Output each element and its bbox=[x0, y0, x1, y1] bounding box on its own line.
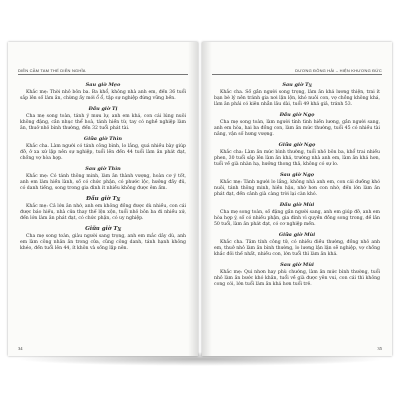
section-heading: Giữa giờ Tỵ bbox=[85, 226, 121, 232]
section-heading: Giữa giờ Thìn bbox=[83, 136, 123, 142]
section-heading: Giữa giờ Mùi bbox=[278, 232, 316, 238]
section-heading: Đầu giờ Tỵ bbox=[86, 196, 120, 202]
body-paragraph: Khắc mẹ: Có tánh thông minh, làm ăn thành vượng, hoàn cơ ý tốt, anh em làm hiền lành, số có chức phận, có phước lộc, hưởng đầy đủ, có danh tiếng, song trong gia đình ít nhiều không được êm ấm. bbox=[20, 174, 186, 191]
open-book bbox=[8, 42, 392, 362]
right-header-rule bbox=[212, 74, 382, 75]
body-paragraph: Cha mẹ song toàn, làm người tính tình hiền lương, gần người sang, anh em hòa, hai ba đồng con, làm ăn mức thường, tuổi 45 có nhiều tài năng, vận số hưng vượng. bbox=[214, 120, 380, 137]
body-paragraph: Khắc mẹ: Qui nhơn hay phù chướng, làm ăn mức bình thường, tuổi nhỏ làm ăn bước khó khăn, tuổi về già được yên vui, con cái thì không cong cói, lớn tuổi làm ăn khá hơn tuổi trẻ. bbox=[214, 270, 380, 287]
section-heading: Sau giờ Mùi bbox=[280, 262, 314, 268]
body-paragraph: Khắc cha. Làm người có tánh công bình, lo lắng, quá nhiều bày giúp đỡ, ở xa xứ lập nên sự nghiệp, tuổi lên đến 44 tuổi làm ăn phát đạt, chồng vợ hòa hợp. bbox=[20, 144, 186, 161]
body-paragraph: Khắc cha. Tâm tính công tử, có nhiều điều thường, đồng nhỏ anh em, thuở nhỏ làm ăn bình thường, lo lương lận lận sẽ nghiệp, vợ chồng khắc đôi thế nhất, nhiều con, lớn tuổi thì làm ăn khá. bbox=[214, 240, 380, 257]
section-heading: Sau giờ Ngọ bbox=[279, 172, 315, 178]
right-page-content bbox=[214, 78, 380, 342]
section-heading: Đầu giờ Ngọ bbox=[279, 112, 315, 118]
left-page bbox=[8, 42, 198, 356]
left-page-content bbox=[20, 78, 186, 342]
body-paragraph: Khắc cha. Số gần người song trọng, làm ăn khá lương thiện, trai ít bạn bè lý nên tránh gia nơi lận lộn, khó nuôi con, vợ chồng không khá, làm ăn phải có kiên nhẫn lâu dài, tuổi 49 khá giả, tránh 53. bbox=[214, 90, 380, 107]
body-paragraph: Cha mẹ song toàn, giàu người sang trọng, anh em mắc dây dù, anh em làm công nhân ăn trong cửa, cũng công danh, tánh hạnh không khéo, đến tuổi lên 44, ít khôn và sống lập nên. bbox=[20, 234, 186, 251]
body-paragraph: Khắc mẹ: Cả lớn ăn nhớ, anh em không đồng được dù nhiều, con cái được báo hiếu, nhà cửa thay thế lộn xộn, tuổi nhỏ bôn ba đi nhiều xứ, đến lớn làm ăn phát đạt, có chức phận, có uy nghiệp. bbox=[20, 204, 186, 221]
body-paragraph: Cha mẹ song toàn, tánh ý mưu lự, anh em khá, con cái lúng nuôi không đặng, cần nhục thể hoà, tánh hiền từ, tay có nghề nghiệp làm ăn, thuở nhỏ bình thường, đến 32 tuổi phát tài. bbox=[20, 114, 186, 131]
left-page-number: 34 bbox=[18, 346, 23, 351]
right-running-head: DƯƠNG ĐÔNG HẢI – HIỆN KHƯƠNG ĐỨC bbox=[295, 68, 382, 73]
body-paragraph: Cha mẹ song toàn, số đặng gần người sang, anh em giúp đỡ, anh em hòa hợp ý, số có nhiều phận, gia đình vì quyền đồng song trong, đề lăn 50 tuổi, làm ăn phát đạt, có cơ nghiệp mến. bbox=[214, 210, 380, 227]
body-paragraph: Khắc cha: Làm ăn mức bình thường, tuổi nhỏ bôn ba, khổ trai nhiều phen, 30 tuổi sắp lên làm ăn khá, trường nhà anh em, làm ăn khá hơn, tuổi về già nhàn hạ, hưởng thong thả, không có sự lo. bbox=[214, 150, 380, 167]
body-paragraph: Khắc mẹ: Thời nhỏ bôn ba. Ba khổ, không nhà anh em, đến 36 tuổi sắp lên số làm ăn, chừng ấy mới ổ ổ, tập sự nghiệp đứng vững bền. bbox=[20, 90, 186, 101]
left-header-rule bbox=[18, 74, 188, 75]
section-heading: Đầu giờ Tị bbox=[88, 106, 118, 112]
body-paragraph: Khắc mẹ: Tánh người lo lắng, không nhà anh em, con cái dưỡng khó nuôi, tánh thông minh, hiền hậu, nhờ hơn con nhờ, đến lớn làm ăn phát đạt, đến cảnh già càng trời lại càn khó. bbox=[214, 180, 380, 197]
right-page bbox=[202, 42, 392, 356]
section-heading: Sau giờ Mẹo bbox=[85, 82, 121, 88]
section-heading: Sau giờ Tỵ bbox=[282, 82, 312, 88]
left-running-head: DIỄN CẦM TAM THẾ DIỄN NGHĨA bbox=[18, 68, 86, 73]
right-page-number: 35 bbox=[377, 346, 382, 351]
section-heading: Sau giờ Thìn bbox=[85, 166, 121, 172]
section-heading: Giữa giờ Ngọ bbox=[278, 142, 316, 148]
section-heading: Đầu giờ Mùi bbox=[279, 202, 315, 208]
